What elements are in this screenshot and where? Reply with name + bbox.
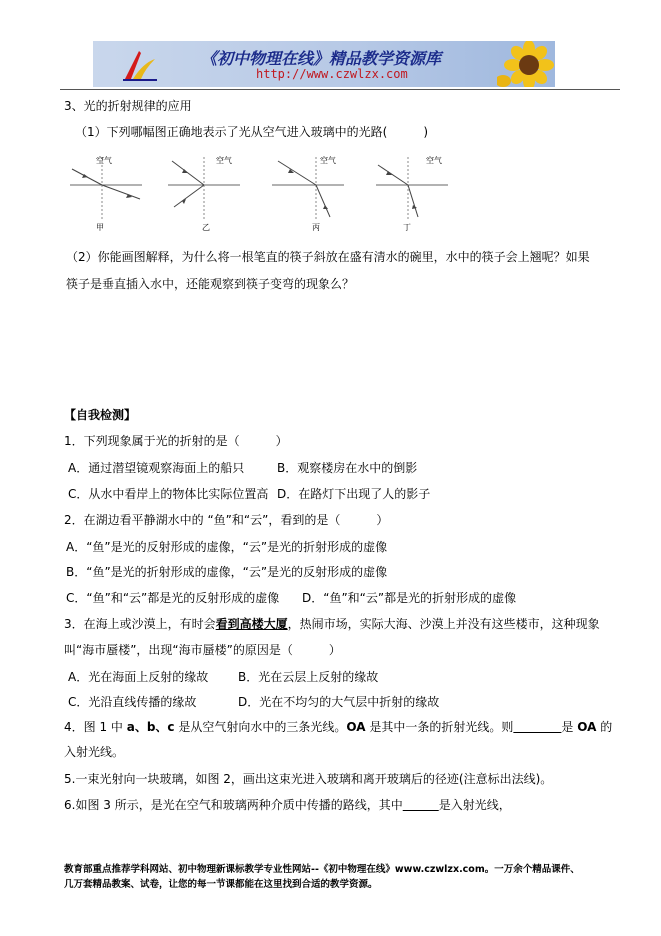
q1-option-a: A．通过潜望镜观察海面上的船只 [68, 461, 245, 475]
q6-part1: 6.如图 3 所示，是光在空气和玻璃两种介质中传播的路线，其中 [64, 798, 403, 812]
header-divider [60, 89, 620, 90]
q4-part5: 的 [596, 720, 613, 734]
q3-stem-text-a: 3．在海上或沙漠上，有时会 [64, 617, 216, 631]
q2-option-a: A．“鱼”是光的反射形成的虚像，“云”是光的折射形成的虚像 [66, 540, 388, 554]
q4-abc: a、b、c [126, 720, 175, 734]
q4-part1: 4．图 1 中 [64, 720, 127, 734]
site-logo-icon [119, 45, 159, 83]
q4-oa-2: OA [577, 720, 597, 734]
q4-part3: 是其中一条的折射光线。则 [365, 720, 514, 734]
self-check-heading: 【自我检测】 [64, 408, 137, 422]
header-banner [93, 41, 555, 87]
diagram-jia-top-label: 空气 [96, 156, 112, 165]
section3-heading: 3、光的折射规律的应用 [64, 99, 192, 113]
q2-option-b: B．“鱼”是光的折射形成的虚像，“云”是光的反射形成的虚像 [66, 565, 388, 579]
q3-stem-underlined: 看到高楼大厦 [215, 617, 288, 631]
q3-option-c: C．光沿直线传播的缘故 [68, 695, 197, 709]
diagram-yi [164, 151, 244, 226]
sunflower-icon [497, 41, 555, 87]
refraction-diagram-bing [268, 151, 348, 226]
q3-option-d: D．光在不均匀的大气层中折射的缘故 [238, 695, 440, 709]
diagram-jia-bottom-label: 甲 [96, 223, 104, 232]
section3-question-1: （1）下列哪幅图正确地表示了光从空气进入玻璃中的光路( ) [75, 125, 429, 139]
q5-text: 5.一束光射向一块玻璃，如图 2，画出这束光进入玻璃和离开玻璃后的径迹(注意标出法线)。 [64, 772, 553, 786]
q3-stem-line1 [64, 615, 600, 632]
q4-oa: OA [346, 720, 366, 734]
q1-stem: 1．下列现象属于光的折射的是（ ） [64, 434, 288, 448]
banner-title: 《初中物理在线》精品教学资源库 [201, 49, 442, 68]
q3-option-b: B．光在云层上反射的缘故 [238, 670, 379, 684]
diagram-bing-top-label: 空气 [320, 156, 336, 165]
q1-option-b: B．观察楼房在水中的倒影 [277, 461, 418, 475]
q2-option-d: D．“鱼”和“云”都是光的折射形成的虚像 [302, 591, 517, 605]
q6-part2: 是入射光线， [438, 798, 511, 812]
q6-line [64, 796, 511, 813]
refraction-diagram-yi [164, 151, 244, 226]
q4-line1 [64, 718, 612, 735]
footer-line-1: 教育部重点推荐学科网站、初中物理新课标教学专业性网站--《初中物理在线》www.czwlzx.com。一万余个精品课件、 [64, 864, 580, 875]
banner-url: http://www.czwlzx.com [256, 67, 408, 81]
q4-answer-blank[interactable] [513, 720, 561, 734]
q1-option-c: C．从水中看岸上的物体比实际位置高 [68, 487, 269, 501]
q3-stem-line2: 叫“海市蜃楼”，出现“海市蜃楼”的原因是（ ） [64, 643, 341, 657]
footer-line-2: 几万套精品教案、试卷，让您的每一节课都能在这里找到合适的教学资源。 [64, 879, 378, 890]
diagram-ding-bottom-label: 丁 [403, 223, 411, 232]
q4-part2: 是从空气射向水中的三条光线。 [174, 720, 347, 734]
q3-option-a: A．光在海面上反射的缘故 [68, 670, 209, 684]
page-footer [64, 862, 624, 892]
q2-option-c: C．“鱼”和“云”都是光的反射形成的虚像 [66, 591, 280, 605]
q2-stem: 2．在湖边看平静湖水中的 “鱼”和“云”，看到的是（ ） [64, 513, 389, 527]
section3-question-2-line2: 筷子是垂直插入水中，还能观察到筷子变弯的现象么？ [66, 277, 355, 291]
q3-stem-text-b: ，热闹市场，实际大海、沙漠上并没有这些楼市，这种现象 [287, 617, 600, 631]
q1-option-d: D．在路灯下出现了人的影子 [277, 487, 431, 501]
q6-answer-blank[interactable] [403, 798, 439, 812]
q4-line2: 入射光线。 [64, 745, 125, 759]
diagram-yi-top-label: 空气 [216, 156, 232, 165]
q4-part4: 是 [561, 720, 578, 734]
section3-question-2-line1: （2）你能画图解释，为什么将一根笔直的筷子斜放在盛有清水的碗里，水中的筷子会上翘呢？如果 [66, 250, 590, 264]
diagram-yi-bottom-label: 乙 [202, 223, 210, 232]
diagram-ding-top-label: 空气 [426, 156, 442, 165]
diagram-bing [268, 151, 348, 226]
diagram-bing-bottom-label: 丙 [312, 223, 320, 232]
